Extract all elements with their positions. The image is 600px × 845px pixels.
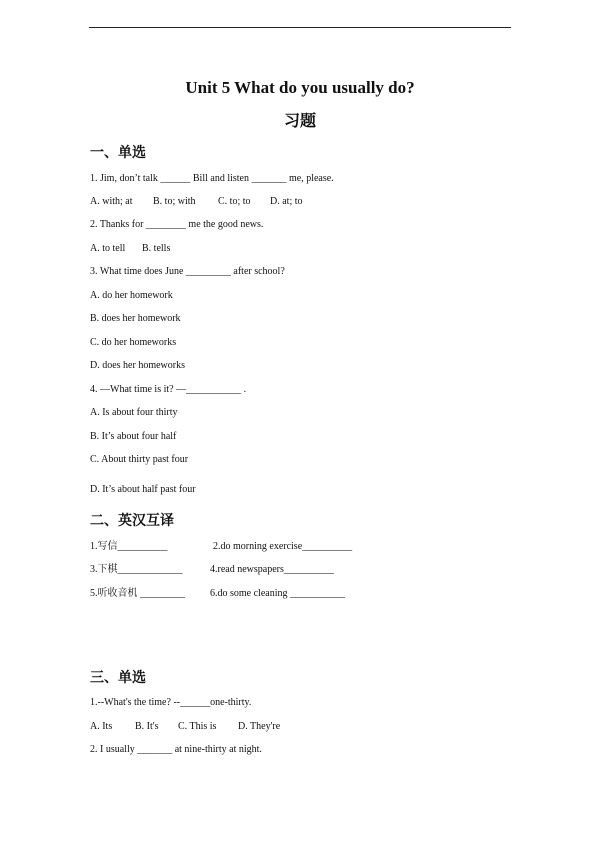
translation-item-5: 5.听收音机 _________	[90, 588, 185, 599]
question-3-option-d: D. does her homeworks	[90, 360, 185, 371]
question-2-stem: 2. Thanks for ________ me the good news.	[90, 219, 264, 230]
option-b: B. to; with	[153, 196, 196, 207]
option-b: B. It's	[135, 721, 159, 732]
section-heading-1: 一、单选	[90, 145, 146, 161]
option-b: B. tells	[142, 243, 171, 254]
question-1-stem: 1. Jim, don’t talk ______ Bill and listen _______ me, please.	[90, 173, 334, 184]
option-a: A. Its	[90, 721, 113, 732]
question-4-option-c: C. About thirty past four	[90, 454, 189, 465]
section3-question-2-stem: 2. I usually _______ at nine-thirty at night.	[90, 744, 262, 755]
question-4-option-b: B. It’s about four half	[90, 431, 177, 442]
page-subtitle: 习题	[283, 111, 316, 130]
option-c: C. to; to	[218, 196, 251, 207]
question-3-option-b: B. does her homework	[90, 313, 181, 324]
question-3-stem: 3. What time does June _________ after school?	[90, 266, 285, 277]
translation-item-6: 6.do some cleaning ___________	[210, 588, 345, 599]
question-3-option-a: A. do her homework	[90, 290, 173, 301]
option-a: A. with; at	[90, 196, 133, 207]
page-title: Unit 5 What do you usually do?	[185, 78, 415, 97]
section-heading-2: 二、英汉互译	[90, 513, 174, 529]
translation-item-4: 4.read newspapers__________	[210, 564, 334, 575]
question-4-option-d: D. It’s about half past four	[90, 484, 196, 495]
option-d: D. at; to	[270, 196, 303, 207]
question-4-option-a: A. Is about four thirty	[90, 407, 178, 418]
translation-item-3: 3.下棋_____________	[90, 564, 183, 575]
translation-item-1: 1.写信__________	[90, 541, 168, 552]
top-rule	[89, 27, 511, 28]
option-d: D. They're	[238, 721, 281, 732]
section-heading-3: 三、单选	[90, 670, 146, 686]
question-4-stem: 4. —What time is it? —___________ .	[90, 384, 247, 395]
question-3-option-c: C. do her homeworks	[90, 337, 177, 348]
translation-item-2: 2.do morning exercise__________	[213, 541, 353, 552]
option-a: A. to tell	[90, 243, 126, 254]
option-c: C. This is	[178, 721, 217, 732]
section3-question-1-stem: 1.--What's the time? --______one-thirty.	[90, 697, 252, 708]
